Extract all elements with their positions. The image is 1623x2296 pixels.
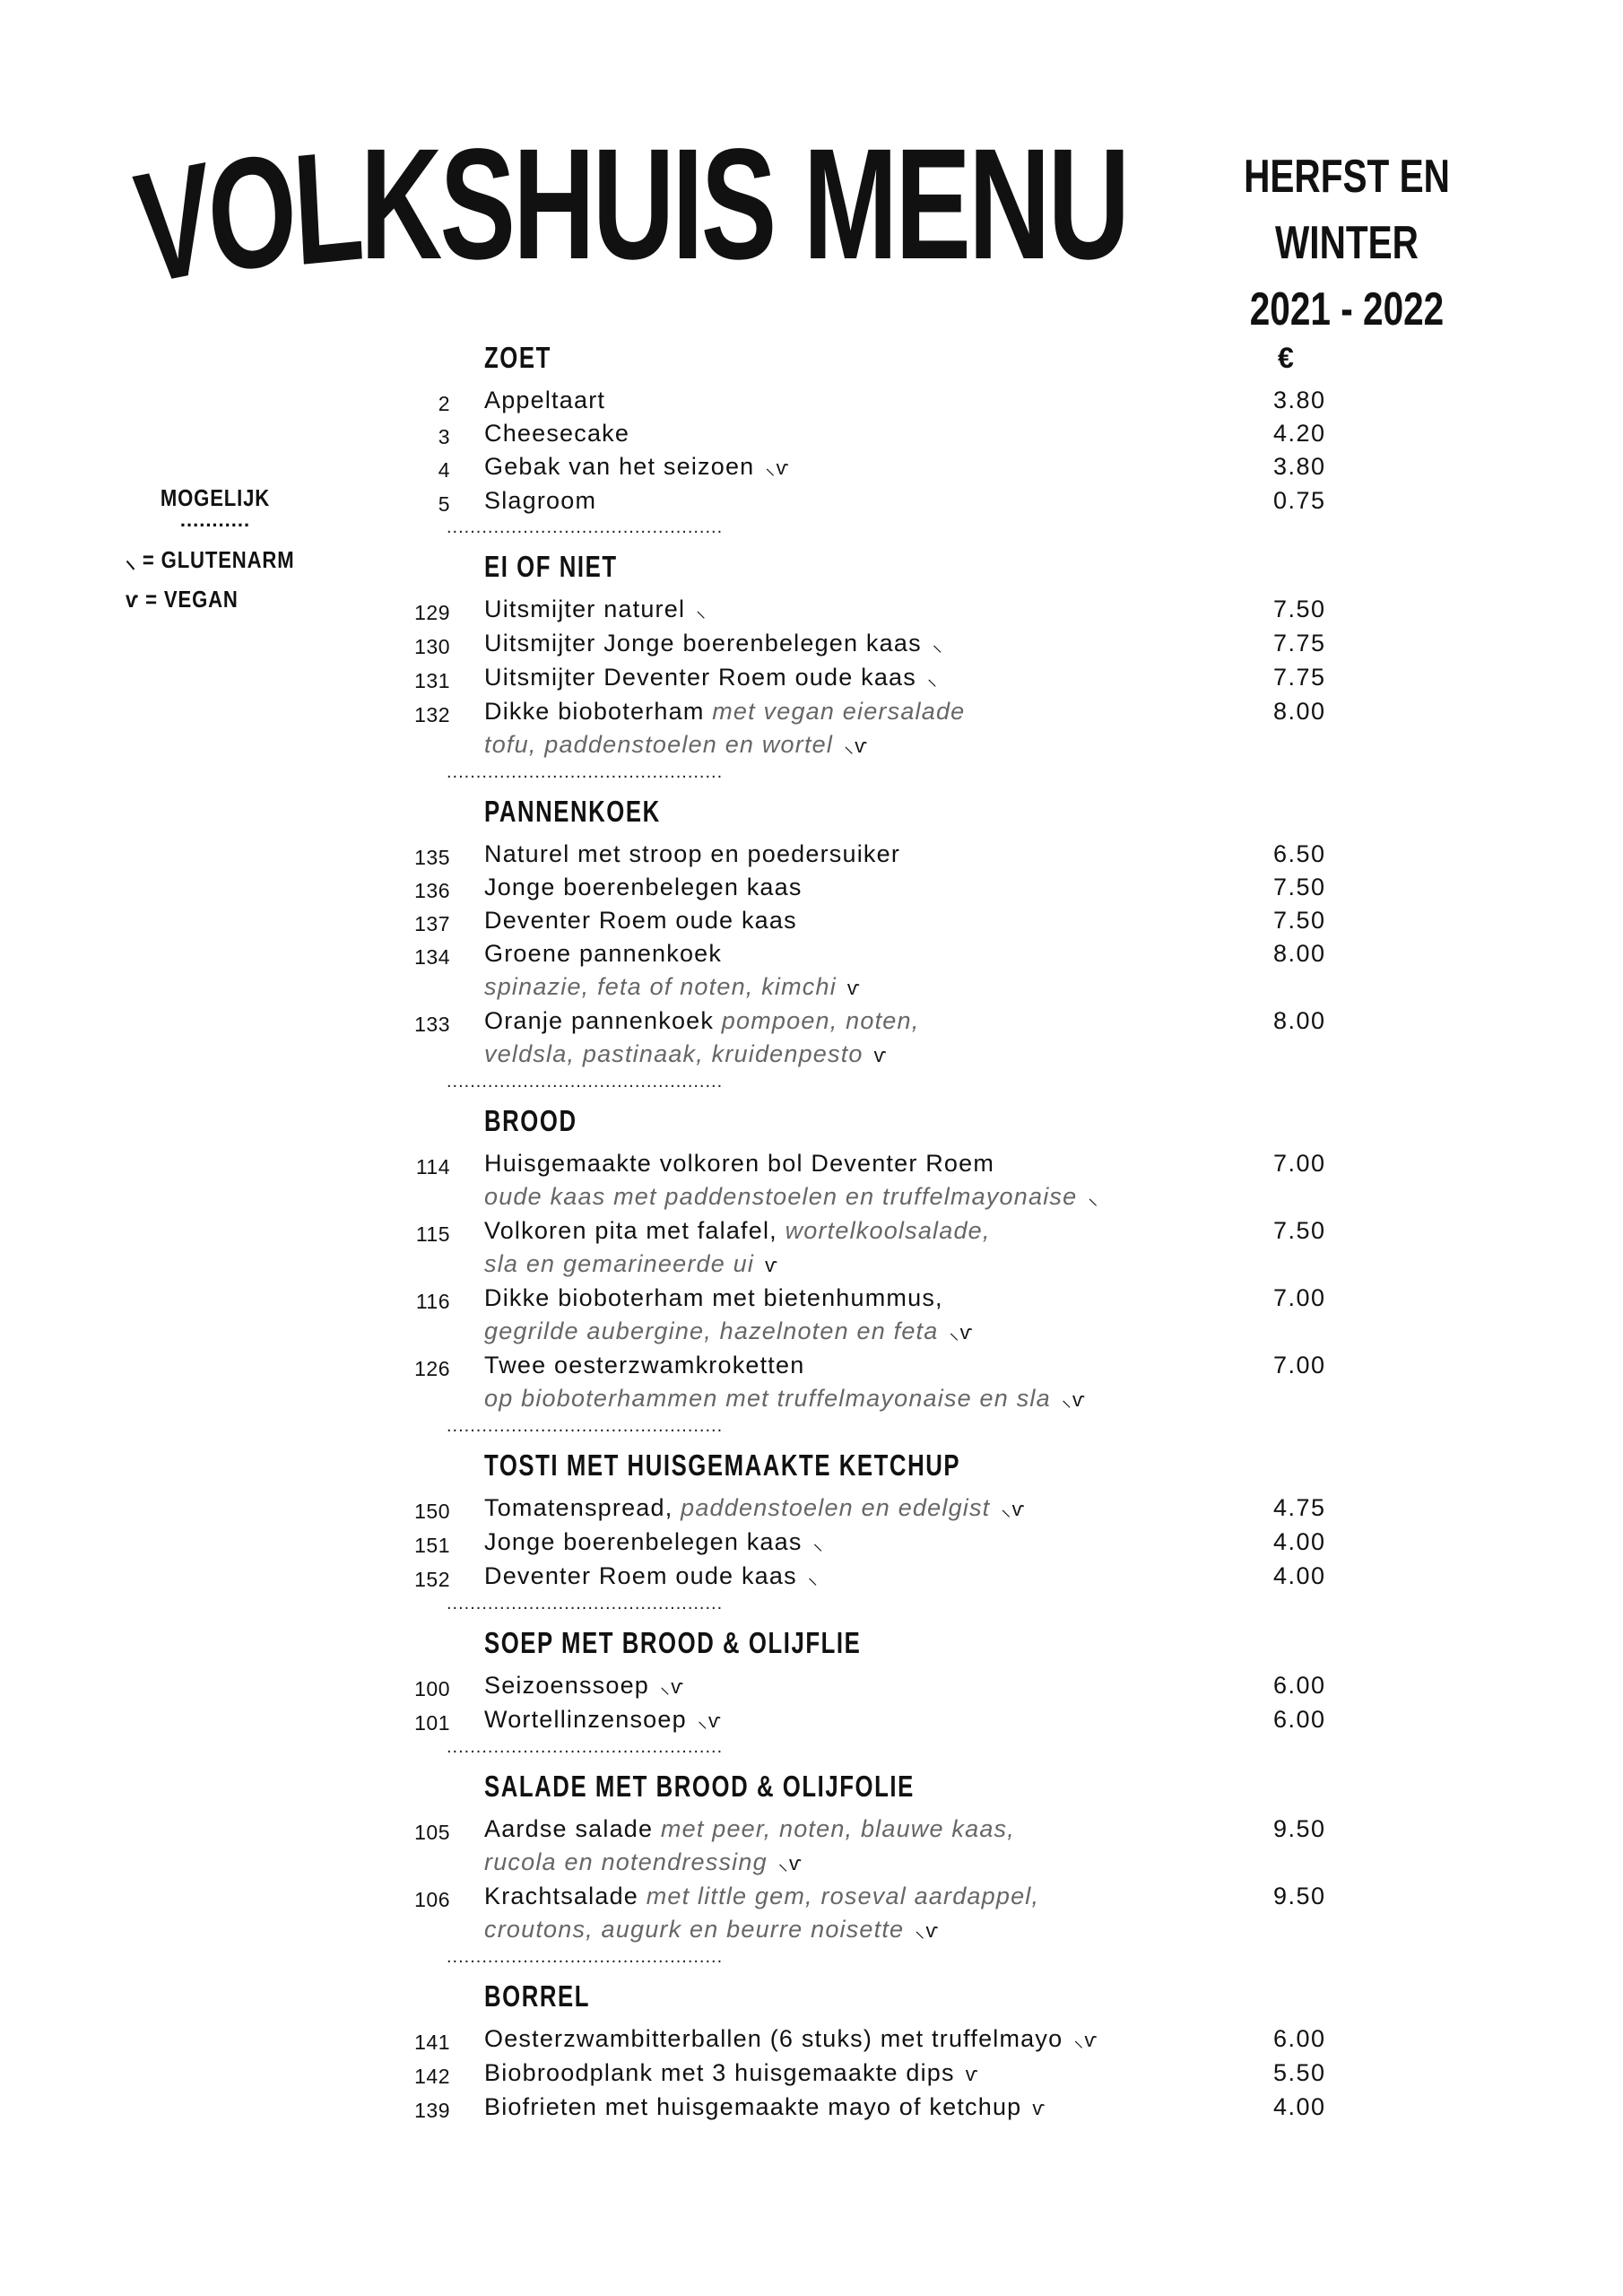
item-name: Deventer Roem oude kaas [484, 907, 797, 934]
menu-list [395, 334, 1381, 2125]
section-divider: ............................................... [447, 1074, 724, 1091]
legend-row-vegan [126, 586, 278, 613]
item-number: 132 [414, 703, 450, 726]
item-line [484, 417, 1202, 450]
menu-item [395, 450, 1381, 484]
item-price: 8.00 [1273, 940, 1326, 967]
item-text [484, 838, 1202, 871]
section-header [395, 1097, 1381, 1144]
item-number: 151 [414, 1534, 450, 1557]
section-header [395, 334, 1381, 380]
item-price: 4.00 [1273, 2093, 1326, 2120]
item-name: Naturel met stroop en poedersuiker [484, 840, 901, 867]
section-title: PANNENKOEK [484, 795, 661, 828]
title-rest: KSHUIS MENU [360, 117, 1128, 292]
wheat-sprout-icon: ⸜ѵ [697, 1709, 723, 1732]
item-name: Jonge boerenbelegen kaas [484, 874, 803, 900]
season-label [1214, 144, 1480, 343]
item-price: 0.75 [1273, 487, 1326, 514]
item-text [484, 2091, 1202, 2125]
season-line: HERFST EN WINTER [1244, 151, 1450, 269]
item-number: 137 [414, 912, 450, 935]
item-number: 101 [414, 1711, 450, 1735]
item-number: 139 [414, 2099, 450, 2122]
item-name: Wortellinzensoep [484, 1706, 687, 1733]
item-price: 7.00 [1273, 1352, 1326, 1378]
title-letter: L [289, 117, 365, 300]
section-title: BORREL [484, 1979, 591, 2013]
item-price: 9.50 [1273, 1883, 1326, 1909]
title-letter: O [202, 119, 301, 308]
item-price: 4.75 [1273, 1494, 1326, 1521]
item-line [484, 1560, 1202, 1594]
item-line [484, 838, 1202, 871]
menu-item [395, 484, 1381, 517]
item-price: 7.50 [1273, 874, 1326, 900]
item-price: 7.50 [1273, 907, 1326, 934]
wheat-sprout-icon: ⸜ѵ [949, 1321, 974, 1344]
menu-item [395, 627, 1381, 661]
item-price: 4.00 [1273, 1528, 1326, 1555]
item-description-text: veldsla, pastinaak, kruidenpesto [484, 1040, 864, 1067]
item-number: 134 [414, 945, 450, 969]
menu-item [395, 1214, 1381, 1282]
item-text [484, 1560, 1202, 1594]
item-name: Jonge boerenbelegen kaas [484, 1528, 803, 1555]
item-list [395, 2019, 1381, 2125]
item-name: Huisgemaakte volkoren bol Deventer Roem [484, 1150, 995, 1177]
sprout-icon: ѵ [846, 977, 861, 999]
item-price: 5.50 [1273, 2059, 1326, 2086]
section-divider: ............................................... [447, 519, 724, 537]
item-description [484, 1913, 1202, 1947]
menu-item [395, 384, 1381, 417]
item-text [484, 871, 1202, 904]
item-price: 8.00 [1273, 1007, 1326, 1034]
item-text [484, 2022, 1202, 2057]
item-number: 116 [415, 1290, 450, 1313]
item-line [484, 1526, 1202, 1560]
item-description [484, 1846, 1202, 1880]
item-description-text: rucola en notendressing [484, 1848, 768, 1875]
item-text [484, 1669, 1202, 1703]
section-title: SALADE MET BROOD & OLIJFOLIE [484, 1770, 915, 1803]
sprout-icon: ѵ [126, 586, 140, 613]
menu-item [395, 2022, 1381, 2057]
item-name: Cheesecake [484, 420, 630, 447]
item-line [484, 1703, 1202, 1737]
item-text [484, 627, 1202, 661]
item-price: 7.00 [1273, 1150, 1326, 1177]
item-list [395, 1665, 1381, 1737]
item-text [484, 1880, 1202, 1947]
legend-divider: ........... [179, 509, 251, 531]
item-description [484, 1315, 1202, 1349]
item-line [484, 484, 1202, 517]
section-title: ZOET [484, 341, 551, 374]
item-price: 4.20 [1273, 420, 1326, 447]
wheat-sprout-icon: ⸜ѵ [1061, 1388, 1087, 1411]
item-number: 126 [414, 1357, 450, 1380]
item-price: 3.80 [1273, 387, 1326, 413]
item-line [484, 593, 1202, 627]
item-text [484, 450, 1202, 484]
menu-item [395, 593, 1381, 627]
item-text [484, 1349, 1202, 1416]
menu-item [395, 1349, 1381, 1416]
item-name: Biofrieten met huisgemaakte mayo of ketchup [484, 2093, 1022, 2120]
item-price: 7.75 [1273, 664, 1326, 691]
item-text [484, 484, 1202, 517]
section-header [395, 1972, 1381, 2019]
menu-item [395, 661, 1381, 695]
menu-item [395, 1560, 1381, 1594]
item-number: 114 [415, 1155, 450, 1178]
item-price: 7.50 [1273, 596, 1326, 622]
item-name: Volkoren pita met falafel, [484, 1217, 777, 1244]
item-line [484, 904, 1202, 937]
item-price: 8.00 [1273, 698, 1326, 725]
menu-section [395, 787, 1381, 1093]
item-number: 133 [414, 1013, 450, 1036]
item-line [484, 1669, 1202, 1703]
item-text [484, 695, 1202, 762]
item-line [484, 450, 1202, 484]
item-description-text: tofu, paddenstoelen en wortel [484, 731, 834, 758]
item-text [484, 661, 1202, 695]
item-name: Slagroom [484, 487, 597, 514]
item-line [484, 1282, 1202, 1315]
menu-item [395, 871, 1381, 904]
item-description: met peer, noten, blauwe kaas, [660, 1815, 1015, 1842]
section-header [395, 1762, 1381, 1809]
item-name: Appeltaart [484, 387, 606, 413]
item-number: 4 [438, 458, 450, 482]
menu-item [395, 1880, 1381, 1947]
section-divider: ............................................... [447, 764, 724, 782]
section-header [395, 543, 1381, 589]
menu-item [395, 1526, 1381, 1560]
season-years: 2021 - 2022 [1249, 283, 1445, 335]
sprout-icon: ѵ [965, 2063, 979, 2085]
wheat-sprout-icon: ⸜ѵ [765, 457, 790, 479]
item-text [484, 1004, 1202, 1072]
item-number: 106 [414, 1888, 450, 1911]
wheat-sprout-icon: ⸜ѵ [844, 735, 869, 757]
menu-item [395, 695, 1381, 762]
item-description [484, 728, 1202, 762]
item-description-text: op bioboterhammen met truffelmayonaise en sla [484, 1385, 1051, 1412]
wheat-icon: ⸜ [932, 633, 943, 656]
item-text [484, 384, 1202, 417]
section-divider: ............................................... [447, 1949, 724, 1967]
item-list [395, 1144, 1381, 1416]
section-title: BROOD [484, 1104, 577, 1137]
menu-item [395, 838, 1381, 871]
item-line [484, 1214, 1202, 1248]
item-line [484, 384, 1202, 417]
item-description-text: oude kaas met paddenstoelen en truffelmayonaise [484, 1183, 1078, 1210]
item-line [484, 2091, 1202, 2125]
item-number: 130 [414, 635, 450, 658]
menu-section [395, 1619, 1381, 1759]
item-description: met little gem, roseval aardappel, [646, 1883, 1040, 1909]
item-line [484, 2022, 1202, 2057]
item-text [484, 417, 1202, 450]
item-name: Uitsmijter naturel [484, 596, 686, 622]
item-list [395, 834, 1381, 1072]
item-text [484, 904, 1202, 937]
item-description-text: sla en gemarineerde ui [484, 1250, 755, 1277]
item-name: Biobroodplank met 3 huisgemaakte dips [484, 2059, 955, 2086]
menu-item [395, 1004, 1381, 1072]
page-title [127, 117, 1128, 318]
item-list [395, 1809, 1381, 1947]
item-line [484, 1004, 1202, 1038]
item-name: Gebak van het seizoen [484, 453, 755, 480]
item-number: 129 [414, 601, 450, 624]
item-number: 142 [414, 2065, 450, 2088]
menu-item [395, 937, 1381, 1004]
menu-item [395, 1703, 1381, 1737]
item-description: met vegan eiersalade [712, 698, 966, 725]
item-number: 5 [438, 492, 450, 516]
item-description: paddenstoelen en edelgist [681, 1494, 991, 1521]
menu-item [395, 1669, 1381, 1703]
section-title: EI OF NIET [484, 550, 618, 583]
item-description-text: croutons, augurk en beurre noisette [484, 1916, 905, 1943]
item-line [484, 627, 1202, 661]
sprout-icon: ѵ [1032, 2097, 1046, 2119]
item-text [484, 1147, 1202, 1214]
currency-label: € [1278, 342, 1294, 374]
menu-section [395, 1972, 1381, 2125]
item-number: 152 [414, 1568, 450, 1591]
wheat-sprout-icon: ⸜ѵ [1001, 1498, 1026, 1520]
item-line [484, 937, 1202, 970]
item-number: 105 [414, 1821, 450, 1844]
wheat-icon: ⸜ [926, 667, 939, 690]
item-name: Deventer Roem oude kaas [484, 1562, 797, 1589]
item-description: pompoen, noten, [721, 1007, 920, 1034]
legend [126, 484, 305, 613]
item-number: 2 [438, 392, 450, 415]
menu-section [395, 334, 1381, 539]
menu-item [395, 1492, 1381, 1526]
item-price: 7.75 [1273, 630, 1326, 657]
item-number: 141 [414, 2031, 450, 2054]
item-text [484, 593, 1202, 627]
item-name: Groene pannenkoek [484, 940, 723, 967]
item-name: Aardse salade [484, 1815, 654, 1842]
item-line [484, 871, 1202, 904]
section-divider: ............................................... [447, 1739, 724, 1757]
menu-item [395, 417, 1381, 450]
item-description [484, 1248, 1202, 1282]
section-title: TOSTI MET HUISGEMAAKTE KETCHUP [484, 1448, 961, 1482]
menu-section [395, 1097, 1381, 1438]
item-name: Krachtsalade [484, 1883, 638, 1909]
item-list [395, 589, 1381, 762]
section-header [395, 787, 1381, 834]
menu-item [395, 1282, 1381, 1349]
section-header [395, 1619, 1381, 1665]
item-number: 100 [414, 1677, 450, 1700]
item-text [484, 1703, 1202, 1737]
item-line [484, 1880, 1202, 1913]
item-name: Tomatenspread, [484, 1494, 673, 1521]
item-price: 6.00 [1273, 1706, 1326, 1733]
legend-heading: MOGELIJK [160, 484, 271, 511]
item-description [484, 1038, 1202, 1072]
section-divider: ............................................... [447, 1418, 724, 1436]
legend-label: = GLUTENARM [142, 546, 295, 573]
item-number: 136 [414, 879, 450, 902]
item-list [395, 380, 1381, 517]
menu-section [395, 1441, 1381, 1615]
item-line [484, 1147, 1202, 1180]
item-name: Twee oesterzwamkroketten [484, 1352, 805, 1378]
item-number: 150 [414, 1500, 450, 1523]
wheat-icon: ⸜ [126, 546, 136, 573]
item-price: 7.00 [1273, 1284, 1326, 1311]
item-line [484, 1492, 1202, 1526]
item-number: 131 [414, 669, 450, 692]
item-name: Uitsmijter Deventer Roem oude kaas [484, 664, 916, 691]
item-name: Uitsmijter Jonge boerenbelegen kaas [484, 630, 922, 657]
wheat-sprout-icon: ⸜ѵ [777, 1852, 803, 1874]
item-number: 135 [414, 846, 450, 869]
item-list [395, 1488, 1381, 1594]
item-description-text: spinazie, feta of noten, kimchi [484, 973, 837, 1000]
sprout-icon: ѵ [873, 1044, 888, 1066]
item-price: 6.50 [1273, 840, 1326, 867]
item-text [484, 1526, 1202, 1560]
item-price: 3.80 [1273, 453, 1326, 480]
item-line [484, 2057, 1202, 2091]
item-line [484, 661, 1202, 695]
item-price: 4.00 [1273, 1562, 1326, 1589]
menu-item [395, 904, 1381, 937]
item-price: 9.50 [1273, 1815, 1326, 1842]
item-text [484, 937, 1202, 1004]
wheat-sprout-icon: ⸜ѵ [915, 1919, 940, 1942]
item-name: Seizoenssoep [484, 1672, 650, 1699]
item-description [484, 1180, 1202, 1214]
menu-item [395, 2057, 1381, 2091]
item-price: 7.50 [1273, 1217, 1326, 1244]
item-price: 6.00 [1273, 2025, 1326, 2052]
wheat-icon: ⸜ [807, 1566, 819, 1588]
item-line [484, 695, 1202, 728]
section-divider: ............................................... [447, 1596, 724, 1613]
item-text [484, 1492, 1202, 1526]
sprout-icon: ѵ [765, 1254, 779, 1276]
item-text [484, 2057, 1202, 2091]
item-description-text: gegrilde aubergine, hazelnoten en feta [484, 1318, 939, 1344]
section-header [395, 1441, 1381, 1488]
title-letter: V [127, 129, 219, 318]
legend-label: = VEGAN [145, 586, 239, 613]
wheat-sprout-icon: ⸜ѵ [1073, 2029, 1098, 2051]
section-title: SOEP MET BROOD & OLIJFLIE [484, 1626, 862, 1659]
item-description [484, 970, 1202, 1004]
item-text [484, 1282, 1202, 1349]
item-name: Dikke bioboterham met bietenhummus, [484, 1284, 943, 1311]
item-number: 115 [415, 1222, 450, 1246]
item-line [484, 1349, 1202, 1382]
item-number: 3 [438, 425, 450, 448]
item-text [484, 1214, 1202, 1282]
wheat-icon: ⸜ [696, 599, 707, 622]
menu-item [395, 1813, 1381, 1880]
item-text [484, 1813, 1202, 1880]
item-line [484, 1813, 1202, 1846]
menu-item [395, 2091, 1381, 2125]
menu-section [395, 1762, 1381, 1969]
item-price: 6.00 [1273, 1672, 1326, 1699]
item-name: Oesterzwambitterballen (6 stuks) met truffelmayo [484, 2025, 1063, 2052]
legend-row-glutenarm [126, 543, 295, 575]
item-name: Dikke bioboterham [484, 698, 705, 725]
wheat-icon: ⸜ [812, 1532, 824, 1554]
item-name: Oranje pannenkoek [484, 1007, 715, 1034]
menu-section [395, 543, 1381, 784]
menu-item [395, 1147, 1381, 1214]
item-description [484, 1382, 1202, 1416]
wheat-sprout-icon: ⸜ѵ [660, 1675, 685, 1698]
item-description: wortelkoolsalade, [785, 1217, 991, 1244]
wheat-icon: ⸜ [1088, 1187, 1099, 1209]
